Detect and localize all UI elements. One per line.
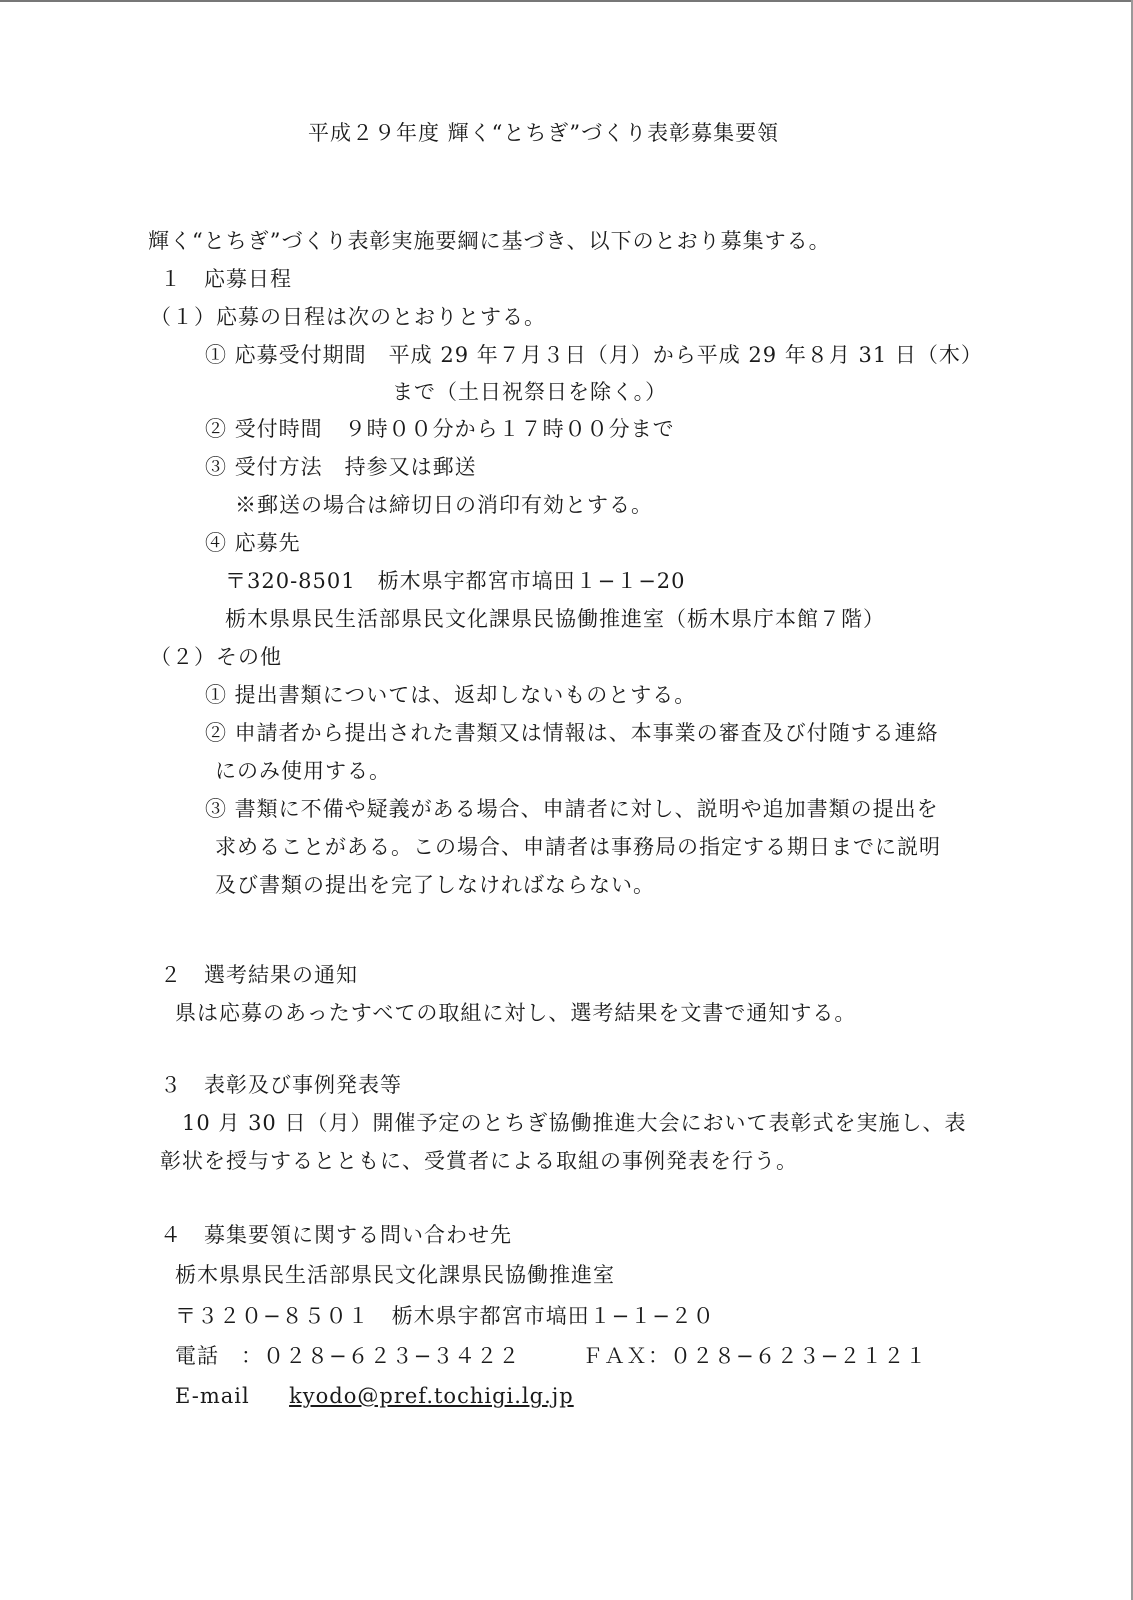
section3-heading: ３ 表彰及び事例発表等 bbox=[160, 1073, 402, 1097]
intro-text: 輝く“とちぎ”づくり表彰実施要綱に基づき、以下のとおり募集する。 bbox=[148, 229, 831, 253]
contact-email-row bbox=[175, 1381, 574, 1411]
section1-sub2-item3-line3: 及び書類の提出を完了しなければならない。 bbox=[215, 873, 655, 897]
section1-sub2-item2-line2: にのみ使用する。 bbox=[215, 759, 391, 783]
document-title: 平成２９年度 輝く“とちぎ”づくり表彰募集要領 bbox=[308, 121, 780, 145]
fax-number: ０２８−６２３−２１２１ bbox=[670, 1344, 928, 1368]
section1-item1-line2: まで（土日祝祭日を除く。） bbox=[392, 380, 668, 404]
section1-heading: １ 応募日程 bbox=[160, 267, 292, 291]
section1-sub2-heading: （２）その他 bbox=[150, 645, 282, 669]
fax-label: ＦＡＸ： bbox=[582, 1344, 670, 1368]
section1-item3-note: ※郵送の場合は締切日の消印有効とする。 bbox=[235, 493, 653, 517]
section1-item4-address: 〒320-8501 栃木県宇都宮市塙田１−１−20 bbox=[225, 569, 686, 593]
contact-fax-row bbox=[582, 1341, 927, 1371]
phone-number: ０２８−６２３−３４２２ bbox=[263, 1344, 521, 1368]
section1-item2: ② 受付時間 ９時００分から１７時００分まで bbox=[205, 417, 675, 441]
section1-item3: ③ 受付方法 持参又は郵送 bbox=[205, 455, 477, 479]
section3-body-line2: 彰状を授与するとともに、受賞者による取組の事例発表を行う。 bbox=[160, 1149, 798, 1173]
section1-item4: ④ 応募先 bbox=[205, 531, 301, 555]
contact-office: 栃木県県民生活部県民文化課県民協働推進室 bbox=[175, 1263, 615, 1287]
contact-phone-row bbox=[175, 1341, 520, 1371]
section2-body: 県は応募のあったすべての取組に対し、選考結果を文書で通知する。 bbox=[175, 1001, 857, 1025]
section3-body-line1: 10 月 30 日（月）開催予定のとちぎ協働推進大会において表彰式を実施し、表 bbox=[182, 1111, 967, 1135]
section1-sub1-heading: （１）応募の日程は次のとおりとする。 bbox=[150, 305, 546, 329]
section1-sub2-item2-line1: ② 申請者から提出された書類又は情報は、本事業の審査及び付随する連絡 bbox=[205, 721, 939, 745]
section1-sub2-item1: ① 提出書類については、返却しないものとする。 bbox=[205, 683, 697, 707]
scan-edge-top bbox=[0, 0, 1133, 2]
section2-heading: ２ 選考結果の通知 bbox=[160, 963, 358, 987]
section4-heading: ４ 募集要領に関する問い合わせ先 bbox=[160, 1223, 512, 1247]
section1-item1-line1: ① 応募受付期間 平成 29 年７月３日（月）から平成 29 年８月 31 日（木） bbox=[205, 343, 983, 367]
section1-sub2-item3-line1: ③ 書類に不備や疑義がある場合、申請者に対し、説明や追加書類の提出を bbox=[205, 797, 939, 821]
section1-item4-office: 栃木県県民生活部県民文化課県民協働推進室（栃木県庁本館７階） bbox=[225, 607, 885, 631]
email-label: E-mail bbox=[175, 1384, 250, 1408]
contact-address: 〒３２０−８５０１ 栃木県宇都宮市塙田１−１−２０ bbox=[175, 1304, 715, 1328]
phone-label: 電話 ： bbox=[175, 1344, 263, 1368]
section1-sub2-item3-line2: 求めることがある。この場合、申請者は事務局の指定する期日までに説明 bbox=[215, 835, 941, 859]
email-link[interactable]: kyodo@pref.tochigi.lg.jp bbox=[289, 1384, 574, 1408]
